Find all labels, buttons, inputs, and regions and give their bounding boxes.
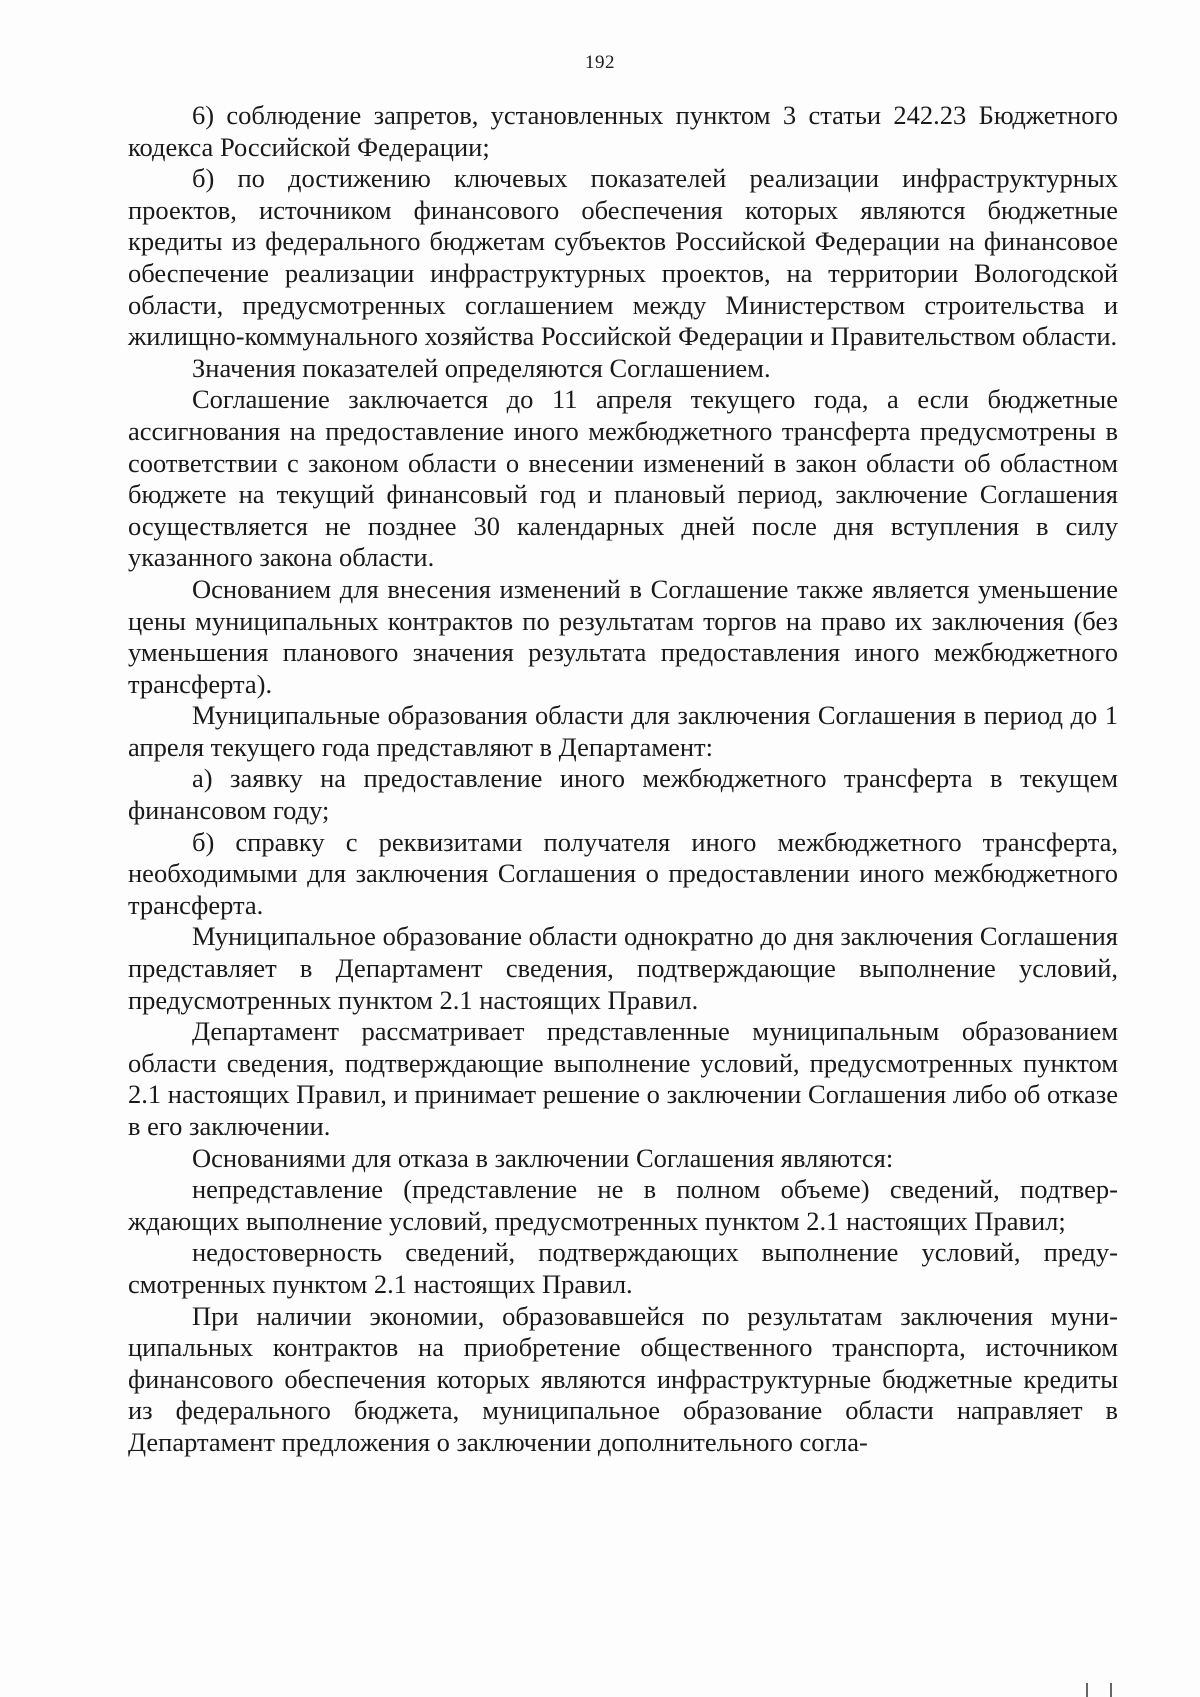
- paragraph: Муниципальные образования области для заключения Соглашения в период до 1 апреля текущего года представляют в Департамент:: [128, 700, 1118, 762]
- paragraph: Основанием для внесения изменений в Соглашение также является уменьшение цены муниципальных контрактов по результатам торгов на право их заключения (без уменьшения планового значения результата предоставления иного межбюджетного трансферта).: [128, 573, 1118, 699]
- paragraph: б) справку с реквизитами получателя иного межбюджетного трансферта, необходимыми для заключения Соглашения о предоставлении иного межбюджетного трансферта.: [128, 826, 1118, 920]
- paragraph: Муниципальное образование области однократно до дня заключения Соглашения представляет в Департамент сведения, подтверждающие выполнение условий, предусмотренных пунктом 2.1 настоящих Правил.: [128, 921, 1118, 1015]
- scan-edge-mark: [1086, 1683, 1112, 1697]
- document-body: [128, 100, 1118, 1459]
- paragraph: При наличии экономии, образовавшейся по результатам заключения муниципальных контрактов на приобретение общественного транспорта, источником финансового обеспечения которых являются инфраструктурные бюджетные кредиты из федерального бюджета, муниципальное образование области направляет в Департамент предложения о заключении дополнительного согла-: [128, 1300, 1118, 1457]
- paragraph: Департамент рассматривает представленные муниципальным образованием области сведения, подтверждающие выполнение условий, предусмотренных пунктом 2.1 настоящих Правил, и принимает решение о заключении Соглашения либо об отказе в его заключении.: [128, 1016, 1118, 1141]
- paragraph: 6) соблюдение запретов, установленных пунктом 3 статьи 242.23 Бюджетного кодекса Российской Федерации;: [128, 100, 1118, 162]
- paragraph: а) заявку на предоставление иного межбюджетного трансферта в текущем финансовом году;: [128, 763, 1118, 826]
- page-number: 192: [585, 52, 615, 73]
- paragraph: Основаниями для отказа в заключении Соглашения являются:: [192, 1142, 894, 1173]
- paragraph: непредставление (представление не в полном объеме) сведений, подтверждающих выполнение условий, предусмотренных пунктом 2.1 настоящих Правил;: [128, 1174, 1118, 1236]
- paragraph: недостоверность сведений, подтверждающих выполнение условий, предусмотренных пунктом 2.1 настоящих Правил.: [128, 1237, 1118, 1299]
- paragraph: Значения показателей определяются Соглашением.: [192, 352, 771, 383]
- paragraph: б) по достижению ключевых показателей реализации инфраструктурных проектов, источником финансового обеспечения которых являются бюджетные кредиты из федерального бюджетам субъектов Российской Федерации на финансовое обеспечение реализации инфраструктурных проектов, на территории Вологодской области, предусмотренных соглашением между Министерством строительства и жилищно-коммунального хозяйства Российской Федерации и Правительством области.: [128, 163, 1118, 352]
- paragraph: Соглашение заключается до 11 апреля текущего года, а если бюджетные ассигнования на предоставление иного межбюджетного трансферта предусмотрены в соответствии с законом области о внесении изменений в закон области об областном бюджете на текущий финансовый год и плановый период, заключение Соглашения осуществляется не позднее 30 календарных дней после дня вступления в силу указанного закона области.: [128, 384, 1118, 573]
